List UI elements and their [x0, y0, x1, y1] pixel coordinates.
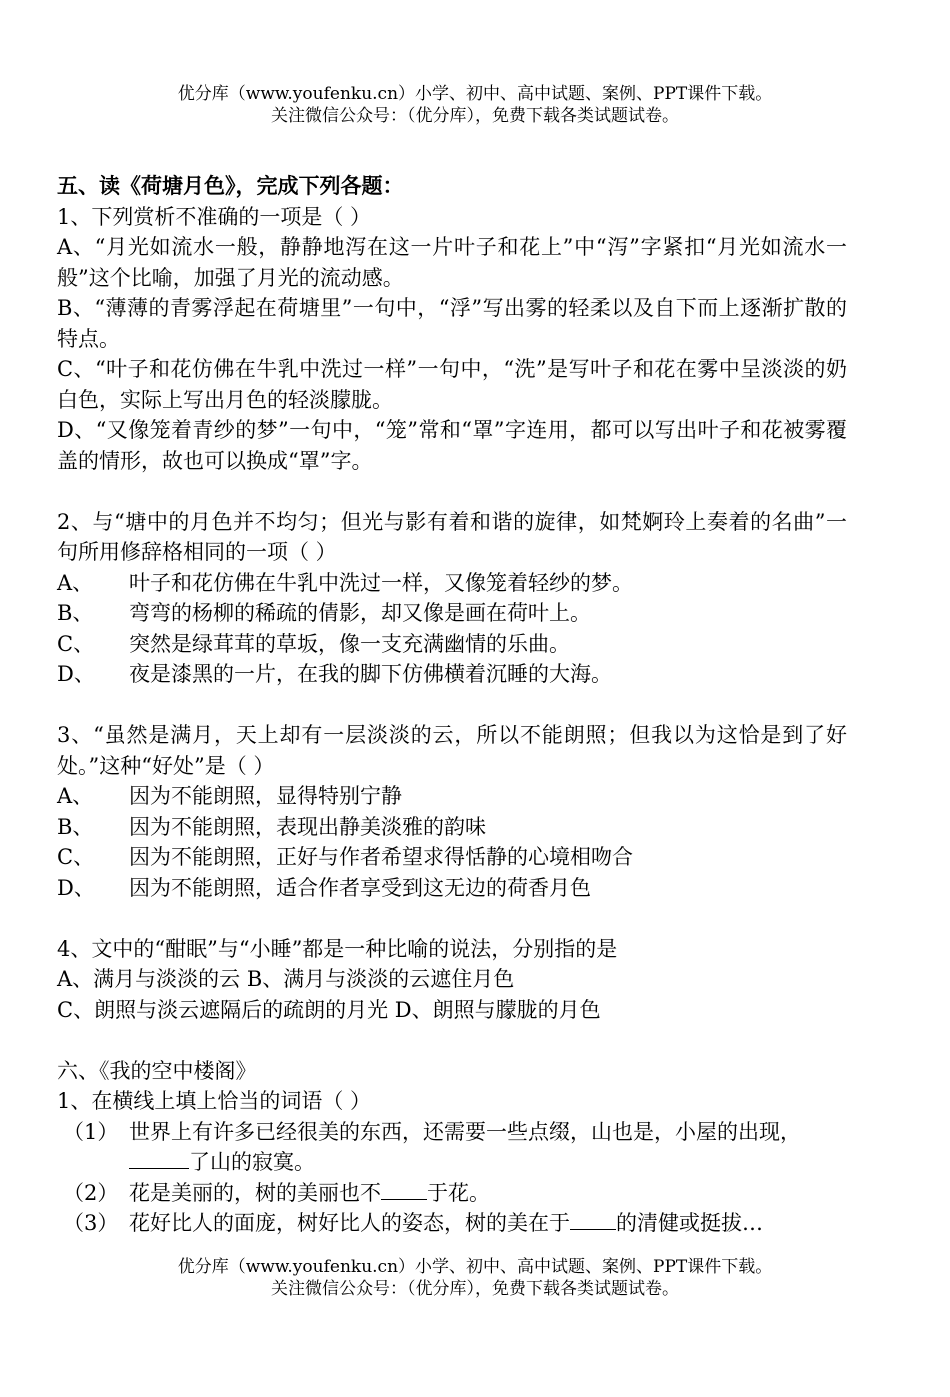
q3-option — [57, 842, 847, 873]
fill-item-2 — [57, 1178, 847, 1209]
item-text-after: 的清健或挺拔… — [616, 1211, 763, 1235]
header-line-2: 关注微信公众号：（优分库），免费下载各类试题试卷。 — [271, 106, 679, 126]
page-header — [0, 83, 950, 127]
option-label: B、 — [57, 814, 94, 839]
q1-option-b: B、“薄薄的青雾浮起在荷塘里”一句中，“浮”写出雾的轻柔以及自下而上逐渐扩散的特点。 — [57, 296, 847, 351]
answer-blank[interactable] — [570, 1208, 616, 1230]
section5-title: 五、读《荷塘月色》，完成下列各题： — [57, 173, 404, 198]
footer-line-2: 关注微信公众号：（优分库），免费下载各类试题试卷。 — [271, 1279, 679, 1299]
q1-option-c: C、“叶子和花仿佛在牛乳中洗过一样”一句中，“洗”是写叶子和花在雾中呈淡淡的奶白色，实际上写出月色的轻淡朦胧。 — [57, 357, 847, 412]
q1-option-d: D、“又像笼着青纱的梦”一句中，“笼”常和“罩”字连用，都可以写出叶子和花被雾覆盖的情形，故也可以换成“罩”字。 — [57, 418, 847, 473]
q2-stem: 2、与“塘中的月色并不均匀；但光与影有着和谐的旋律，如梵婀玲上奏着的名曲”一句所用修辞格相同的一项（ ） — [57, 509, 847, 564]
option-label: C、 — [57, 845, 95, 869]
s6-q1-stem: 1、在横线上填上恰当的词语（ ） — [57, 1089, 372, 1113]
option-text: 夜是漆黑的一片，在我的脚下仿佛横着沉睡的大海。 — [129, 662, 612, 686]
q3-option — [57, 781, 847, 812]
option-label: A、 — [57, 570, 94, 595]
option-label: A、 — [57, 784, 94, 808]
page-footer — [0, 1256, 950, 1300]
item-text-before: 世界上有许多已经很美的东西，还需要一些点缀，山也是，小屋的出现， — [129, 1119, 801, 1144]
option-text: 因为不能朗照，表现出静美淡雅的韵味 — [129, 814, 486, 839]
item-number: （2） — [63, 1180, 119, 1205]
q3-option — [57, 812, 847, 843]
option-text: 因为不能朗照，适合作者享受到这无边的荷香月色 — [129, 875, 591, 900]
option-label: B、 — [57, 601, 94, 625]
item-text-after: 了山的寂寞。 — [189, 1150, 315, 1174]
page-content — [57, 171, 847, 1239]
option-label: D、 — [57, 662, 95, 686]
q1-stem: 1、下列赏析不准确的一项是（ ） — [57, 204, 372, 229]
option-text: 弯弯的杨柳的稀疏的倩影，却又像是画在荷叶上。 — [129, 601, 591, 625]
answer-blank[interactable] — [381, 1178, 427, 1200]
q3-stem: 3、“虽然是满月，天上却有一层淡淡的云，所以不能朗照；但我以为这恰是到了好处。”这种“好处”是（ ） — [57, 723, 847, 778]
option-text: 因为不能朗照，显得特别宁静 — [129, 784, 402, 808]
option-text: 叶子和花仿佛在牛乳中洗过一样，又像笼着轻纱的梦。 — [129, 570, 633, 595]
item-text-before: 花好比人的面庞，树好比人的姿态，树的美在于 — [129, 1211, 570, 1235]
q2-option — [57, 659, 847, 690]
q3-option — [57, 873, 847, 904]
q2-option — [57, 598, 847, 629]
item-number: （1） — [63, 1119, 119, 1144]
footer-line-1: 优分库（www.youfenku.cn）小学、初中、高中试题、案例、PPT课件下载。 — [177, 1257, 773, 1277]
q1-option-a: A、“月光如流水一般，静静地泻在这一片叶子和花上”中“泻”字紧扣“月光如流水一般”这个比喻，加强了月光的流动感。 — [57, 235, 847, 290]
option-label: D、 — [57, 875, 95, 900]
section6-title: 六、《我的空中楼阁》 — [57, 1058, 257, 1083]
option-label: C、 — [57, 631, 95, 656]
item-text-after: 于花。 — [427, 1180, 490, 1205]
header-line-1: 优分库（www.youfenku.cn）小学、初中、高中试题、案例、PPT课件下载。 — [177, 84, 773, 104]
q4-options-row-2: C、朗照与淡云遮隔后的疏朗的月光 D、朗照与朦胧的月色 — [57, 997, 601, 1022]
item-number: （3） — [63, 1211, 119, 1235]
fill-item-3 — [57, 1208, 847, 1239]
q4-options-row-1: A、满月与淡淡的云 B、满月与淡淡的云遮住月色 — [57, 967, 515, 991]
answer-blank[interactable] — [129, 1147, 189, 1169]
q2-option — [57, 629, 847, 660]
option-text: 因为不能朗照，正好与作者希望求得恬静的心境相吻合 — [129, 845, 633, 869]
item-text-before: 花是美丽的，树的美丽也不 — [129, 1180, 381, 1205]
q4-stem: 4、文中的“酣眠”与“小睡”都是一种比喻的说法，分别指的是 — [57, 936, 618, 961]
option-text: 突然是绿茸茸的草坂，像一支充满幽情的乐曲。 — [129, 631, 570, 656]
fill-item-1 — [57, 1117, 847, 1178]
q2-option — [57, 568, 847, 599]
